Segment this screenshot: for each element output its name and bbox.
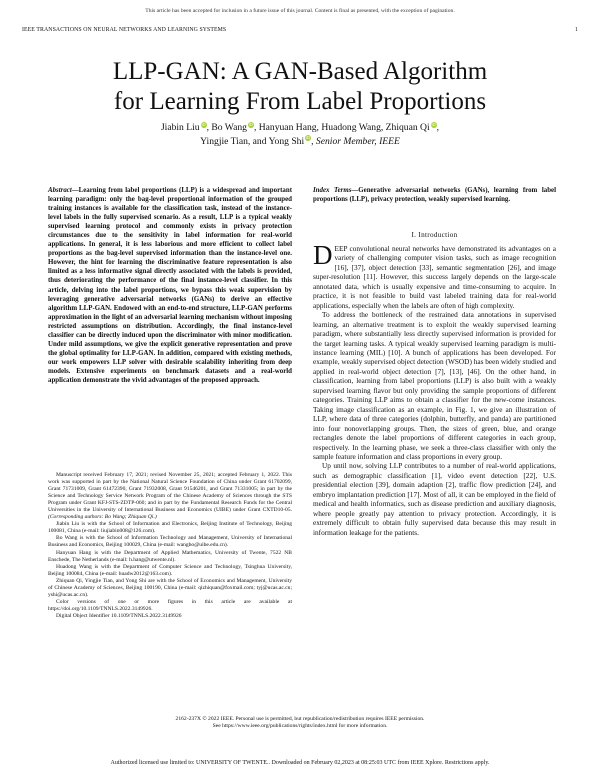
index-terms-text: —Generative adversarial networks (GANs), learning from label proportions (LLP), privacy protection, weakly supervised learning. [313, 187, 557, 204]
footnote-manuscript [48, 472, 292, 521]
copyright-line-1: 2162-237X © 2022 IEEE. Personal use is permitted, but republication/redistribution requires IEEE permission. [175, 716, 425, 722]
acceptance-notice: This article has been accepted for inclusion in a future issue of this journal. Content is final as presented, with the exception of pagination. [145, 8, 455, 14]
journal-name: IEEE TRANSACTIONS ON NEURAL NETWORKS AND LEARNING SYSTEMS [22, 27, 227, 33]
footnote-color-versions: Color versions of one or more figures in this article are available at https://doi.org/10.1109/TNNLS.2022.3149926. [48, 598, 292, 612]
author-name: , and Yong Shi [247, 135, 305, 147]
first-page-footnote [48, 472, 292, 620]
footnote-affiliation: Jiabin Liu is with the School of Information and Electronics, Beijing Institute of Technology, Beijing 100081, China (e-mail: liujiabin008@126.com). [48, 521, 292, 535]
index-terms [313, 186, 556, 204]
running-head [22, 27, 578, 33]
introduction-body [313, 240, 556, 537]
drop-cap: D [313, 240, 333, 270]
index-terms-label: Index Terms [313, 187, 352, 194]
intro-paragraph: Up until now, solving LLP contributes to a number of real-world applications, such as demographic classification [1], video event detection [22], U.S. presidential election [39], domain adaption [2], traffic flow prediction [24], and embryo implantation prediction [17]. Most of all, it can be employed in the field of medical and health informatics, such as disease prediction and auxiliary diagnosis, where people greatly pay attention to privacy protection. Accordingly, it is extremely difficult to obtain fully supervised data because this may result in information leakage for the patients. [313, 461, 556, 537]
page-number: 1 [575, 27, 578, 33]
corresponding-authors: (Corresponding authors: Bo Wang; Zhiquan Qi.) [48, 514, 157, 521]
footnote-affiliation: Hanyuan Hang is with the Department of Applied Mathematics, University of Twente, 7522 NB Enschede, The Netherlands (e-mail: h.hang@utwente.nl). [48, 549, 292, 563]
footnote-affiliation: Bo Wang is with the School of Information Technology and Management, University of International Business and Economics, Beijing 100029, China (e-mail: wangbo@uibe.edu.cn). [48, 535, 292, 549]
footnote-funding-text: Manuscript received February 17, 2021; revised November 25, 2021; accepted February 1, 2022. This work was supported in part by the National Natural Science Foundation of China under Grant 61702099, Grant 71731009, Grant 61472390, Grant 71932008, Grant 91546201, and Grant 71331005; in part by the Science and Technology Service Network Program of the Chinese Academy of Sciences through the STS Program under Grant KFJ-STS-ZDTP-060; and in part by the Fundamental Research Funds for the Central Universities in the University of International Business and Economics (UIBE) under Grant CXTD10-05. [48, 472, 292, 514]
orcid-icon[interactable]: iD [248, 121, 254, 127]
author-separator: , [311, 135, 316, 147]
author-membership: Senior Member, IEEE [315, 135, 400, 147]
title-line-2: for Learning From Label Proportions [113, 88, 487, 115]
intro-paragraph-text: EEP convolutional neural networks have demonstrated its advantages on a variety of challenging computer vision tasks, such as image recognition [16], [37], object detection [33], semantic segmentation [26], and image super-resolution [11]. However, this success largely depends on the large-scale annotated data, which is usually expensive and time-consuming to acquire. In practice, it is not feasible to build vast labeled training data for real-world applications, especially when the labels are often of high complexity. [313, 244, 556, 310]
footnote-doi: Digital Object Identifier 10.1109/TNNLS.2022.3149926 [56, 612, 182, 619]
orcid-icon[interactable]: iD [306, 135, 311, 141]
license-banner: Authorized licensed use limited to: UNIVERSITY OF TWENTE.. Downloaded on February 02,2023 at 08:25:03 UTC from IEEE Xplore. Restrictions apply. [110, 760, 490, 766]
orcid-icon[interactable]: iD [201, 121, 206, 127]
author-separator: , [436, 122, 440, 133]
author-name: , Hanyuan Hang, Huadong Wang, Zhiquan Qi [253, 122, 430, 133]
abstract-label: Abstract [48, 187, 72, 194]
abstract-text: —Learning from label proportions (LLP) is a widespread and important learning paradigm: only the bag-level proportional information of the grouped training instances is available for the classification task, instead of the instance-level labels in the fully supervised scenario. As a result, LLP is a typical weakly supervised learning protocol and commonly exists in privacy protection circumstances due to the sensitivity in label information for real-world applications. In general, it is less laborious and more efficient to collect label proportions as the bag-level supervised information than the instance-level one. However, the hint for learning the discriminative feature representation is also limited as a less informative signal directly associated with the labels is provided, thus deteriorating the performance of the final instance-level classifier. In this article, delving into the label proportions, we bypass this weak supervision by leveraging generative adversarial networks (GANs) to derive an effective algorithm LLP-GAN. Endowed with an end-to-end structure, LLP-GAN performs approximation in the light of an adversarial learning mechanism without imposing restricted assumptions on distribution. Accordingly, the final instance-level classifier can be directly induced upon the discriminator with minor modification. Under mild assumptions, we give the explicit generative representation and prove the global optimality for LLP-GAN. In addition, compared with existing methods, our work empowers LLP solver with desirable scalability inheriting from deep models. Extensive experiments on benchmark datasets and a real-world application demonstrate the vivid advantages of the proposed approach. [48, 187, 292, 384]
intro-paragraph [313, 240, 556, 310]
copyright-line-2: See https://www.ieee.org/publications/rights/index.html for more information. [212, 723, 388, 730]
footnote-affiliation: Huadong Wang is with the Department of Computer Science and Technology, Tsinghua University, Beijing 100084, China (e-mail: huadw2012@163.com). [48, 563, 292, 577]
footnote-affiliation: Zhiquan Qi, Yingjie Tian, and Yong Shi are with the School of Economics and Management, University of Chinese Academy of Sciences, Beijing 100190, China (e-mail: qizhiquan@foxmail.com; tyj@ucas.ac.cn; yshi@ucas.ac.cn). [48, 577, 292, 598]
copyright-note [80, 716, 520, 730]
author-list [60, 121, 540, 148]
orcid-icon[interactable]: iD [431, 121, 436, 127]
author-name: , Bo Wang [206, 122, 247, 133]
intro-paragraph: To address the bottleneck of the restrained data annotations in supervised learning, an alternative treatment is to exploit the weakly supervised learning paradigm, where substantially less directly supervised information is provided for the target learning tasks. A typical weakly supervised learning paradigm is multi-instance learning (MIL) [10]. A bunch of applications has been developed. For example, weakly supervised object detection (WSOD) has been widely studied and applied in real-world object detection [7], [13], [46]. On the other hand, in classification, learning from label proportions (LLP) is also built with a weakly supervised learning flavor but only providing the sample proportions of different categories. Training LLP aims to obtain a classifier for the new-come instances. Taking image classification as an example, in Fig. 1, we give an illustration of LLP, where data of three categories (dolphin, butterfly, and panda) are partitioned into four nonoverlapping groups. Then, the sizes of green, blue, and orange rectangles denote the label proportions of different categories in each group, respectively. In the learning phase, we seek a three-class classifier with only the sample feature information and class proportions in every group. [313, 310, 556, 461]
author-line-2 [60, 135, 540, 149]
author-name: Yingjie Tian [200, 135, 248, 147]
paper-title [40, 57, 560, 117]
section-heading: I. Introduction [411, 231, 458, 239]
title-line-1: LLP-GAN: A GAN-Based Algorithm [112, 58, 488, 85]
author-name: Jiabin Liu [160, 122, 200, 133]
author-line-1 [60, 121, 540, 135]
abstract [48, 186, 292, 385]
